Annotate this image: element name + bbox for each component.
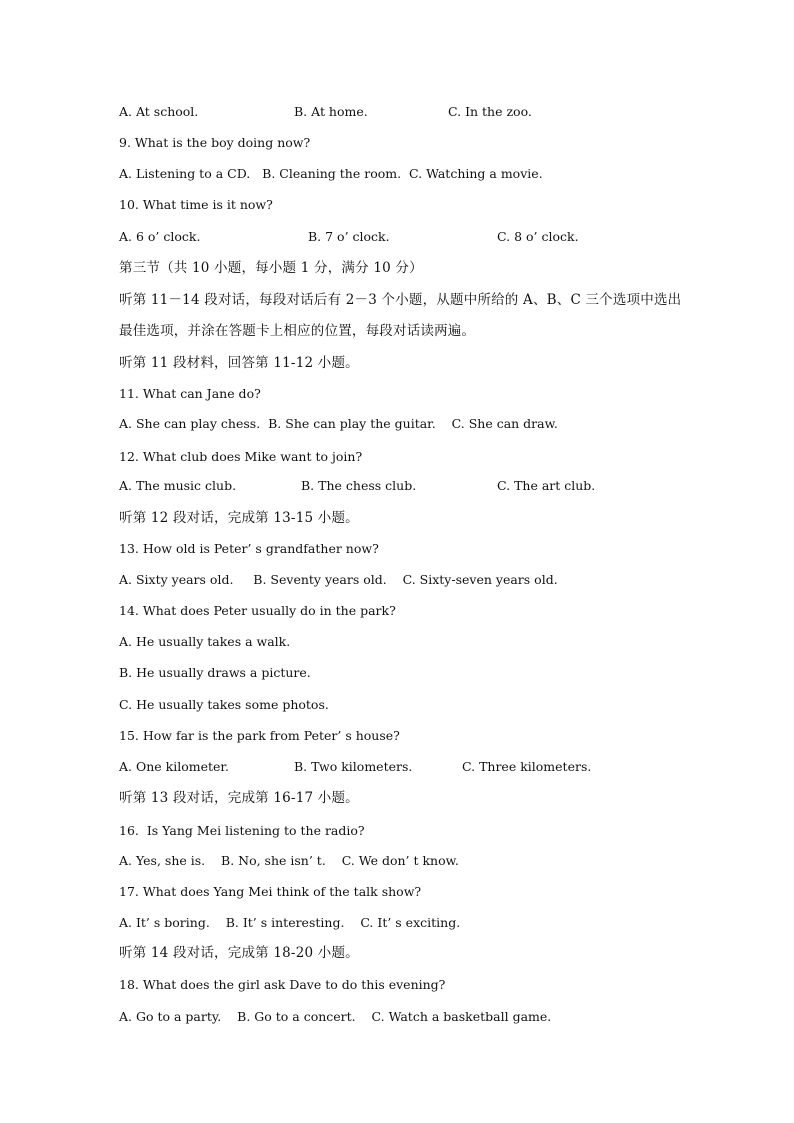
q9-stem: 9. What is the boy doing now? — [119, 135, 311, 150]
q15-option-a: A. One kilometer. — [119, 759, 229, 774]
dialogue-14-heading: 听第 14 段对话，完成第 18-20 小题。 — [119, 945, 359, 961]
q10-option-c: C. 8 o’ clock. — [497, 229, 579, 244]
section-title: 第三节（共 10 小题，每小题 1 分，满分 10 分） — [119, 260, 423, 276]
section-instructions-1: 听第 11－14 段对话，每段对话后有 2－3 个小题，从题中所给的 A、B、C 三个选项中选出 — [119, 292, 682, 308]
dialogue-13-heading: 听第 13 段对话，完成第 16-17 小题。 — [119, 790, 359, 806]
q10-option-a: A. 6 o’ clock. — [119, 229, 201, 244]
q12-option-a: A. The music club. — [119, 478, 237, 493]
q14-stem: 14. What does Peter usually do in the park? — [119, 603, 396, 618]
q8-option-b: B. At home. — [294, 104, 368, 119]
dialogue-12-heading: 听第 12 段对话，完成第 13-15 小题。 — [119, 510, 359, 526]
q18-stem: 18. What does the girl ask Dave to do this evening? — [119, 977, 446, 992]
q13-stem: 13. How old is Peter’ s grandfather now? — [119, 541, 379, 556]
q10-stem: 10. What time is it now? — [119, 197, 273, 212]
q14-option-a: A. He usually takes a walk. — [119, 634, 291, 649]
q15-option-b: B. Two kilometers. — [294, 759, 413, 774]
q15-stem: 15. How far is the park from Peter’ s house? — [119, 728, 400, 743]
q11-options: A. She can play chess. B. She can play the guitar. C. She can draw. — [119, 416, 558, 431]
q16-stem: 16. Is Yang Mei listening to the radio? — [119, 823, 365, 838]
q18-options: A. Go to a party. B. Go to a concert. C. Watch a basketball game. — [119, 1009, 552, 1024]
q16-options: A. Yes, she is. B. No, she isn’ t. C. We don’ t know. — [119, 853, 459, 868]
section-instructions-2: 最佳选项，并涂在答题卡上相应的位置，每段对话读两遍。 — [119, 323, 476, 339]
q14-option-c: C. He usually takes some photos. — [119, 697, 329, 712]
q8-option-a: A. At school. — [119, 104, 199, 119]
q8-option-c: C. In the zoo. — [448, 104, 532, 119]
q9-options: A. Listening to a CD. B. Cleaning the room. C. Watching a movie. — [119, 166, 543, 181]
q14-option-b: B. He usually draws a picture. — [119, 665, 311, 680]
q17-stem: 17. What does Yang Mei think of the talk show? — [119, 884, 422, 899]
q12-option-c: C. The art club. — [497, 478, 596, 493]
q12-option-b: B. The chess club. — [301, 478, 417, 493]
q11-stem: 11. What can Jane do? — [119, 386, 261, 401]
q17-options: A. It’ s boring. B. It’ s interesting. C. It’ s exciting. — [119, 915, 461, 930]
q13-options: A. Sixty years old. B. Seventy years old. C. Sixty-seven years old. — [119, 572, 558, 587]
q10-option-b: B. 7 o’ clock. — [308, 229, 390, 244]
q15-option-c: C. Three kilometers. — [462, 759, 592, 774]
material-11-heading: 听第 11 段材料，回答第 11-12 小题。 — [119, 355, 359, 371]
q12-stem: 12. What club does Mike want to join? — [119, 449, 363, 464]
